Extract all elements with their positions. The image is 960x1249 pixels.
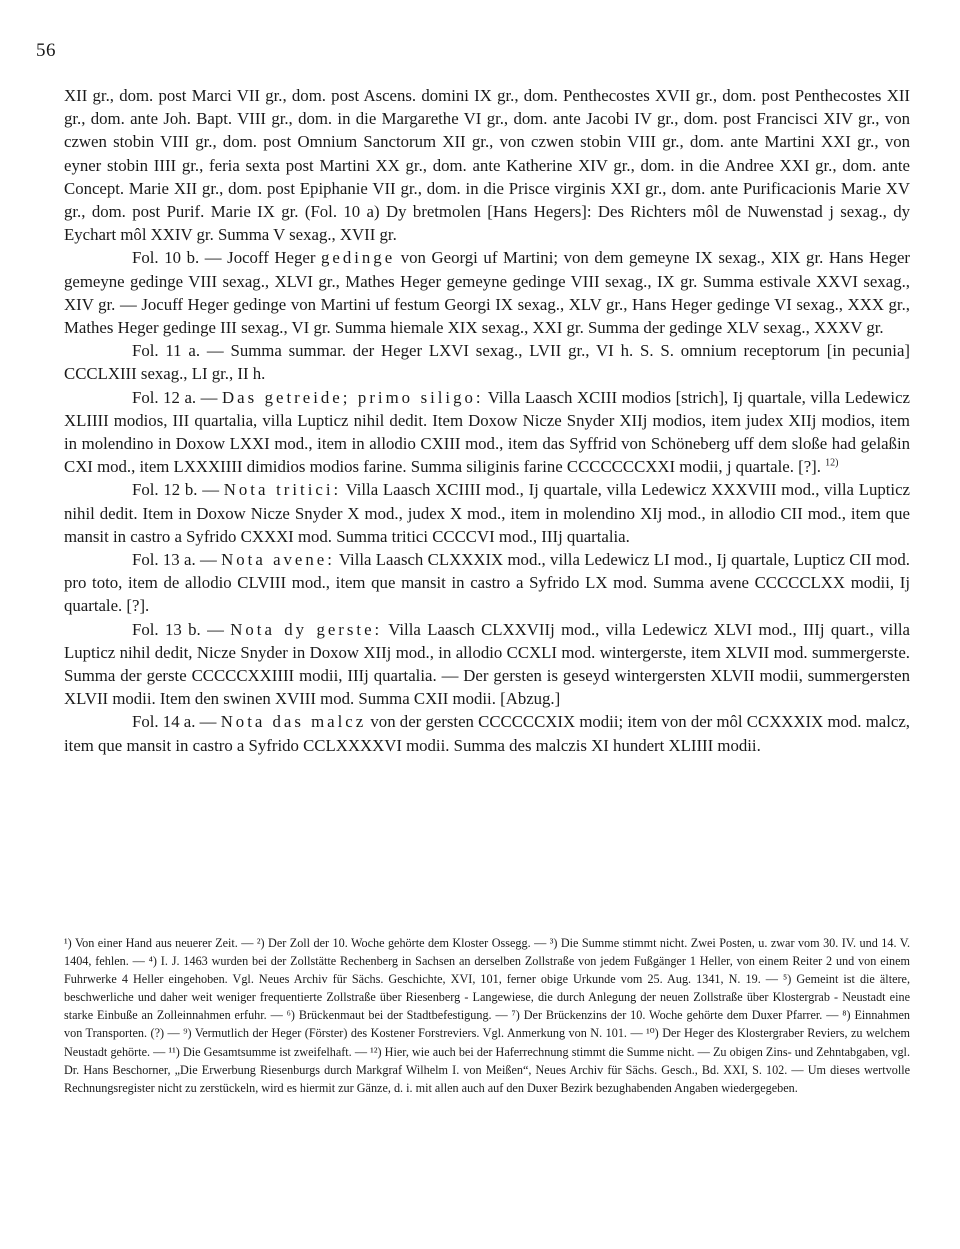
paragraph-5 <box>64 478 910 548</box>
paragraph-lead: Fol. 13 a. — <box>132 550 222 570</box>
paragraph-rest: Villa Laasch CLXXVIIj mod., villa Ledewicz XLVI mod., IIIj quart., villa Lupticz nihil dedit, Nicze Snyder in Doxow XIIj mod., in allodio CCXLI mod. wintergerste, item XLVII mod. summergerste. Summa der gerste CCCCCXXIIII modii, IIIj quartalia. — Der gersten is geseyd wintergersten XLVII modii, summergersten XLVII modii. Item den swinen XVIII mod. Summa CXII modii. [Abzug.] <box>64 619 910 709</box>
spaced-heading: Nota das malcz <box>220 712 367 732</box>
paragraph-2 <box>64 246 910 339</box>
spaced-heading: Nota tritici: <box>223 480 342 500</box>
paragraph-4 <box>64 386 910 479</box>
paragraph-lead: Fol. 13 b. — <box>132 619 231 639</box>
footnote-text: ¹) Von einer Hand aus neuerer Zeit. — ²) Der Zoll der 10. Woche gehörte dem Kloster Ossegg. — ³) Die Summe stimmt nicht. Zwei Posten, u. zwar vom 30. IV. und 14. V. 1404, fehlen. — ⁴) I. J. 1463 wurden bei der Zollstätte Rechenberg in Sachsen an derselben Zollstraße von jedem Fußgänger 1 Heller, von einem Reiter 2 und von einem Fuhrwerke 4 Heller eingehoben. Vgl. Neues Archiv für Sächs. Geschichte, XVI, 101, ferner obige Urkunde vom 25. Aug. 1341, N. 19. — ⁵) Gemeint ist die ältere, beschwerliche und daher weit weniger frequentierte Zollstraße über Riesenberg - Langewiese, die durch Anlegung der neuen Zollstraße über Klostergrab - Neustadt eine starke Einbuße an Zolleinnahmen erfuhr. — ⁶) Brückenmaut bei der Stadtbefestigung. — ⁷) Der Brückenzins der 10. Woche gehörte dem Duxer Pfarrer. — ⁸) Einnahmen von Transporten. (?) — ⁹) Vermutlich der Heger (Förster) des Kostener Forstreviers. Vgl. Anmerkung von N. 101. — ¹⁰) Der Heger des Klostergraber Reviers, zu welchem Neustadt gehörte. — ¹¹) Die Gesamtsumme ist zweifelhaft. — ¹²) Hier, wie auch bei der Haferrechnung stimmt die Summe nicht. — Zu obigen Zins- und Zehntabgaben, vgl. Dr. Hans Beschorner, „Die Erwerbung Riesenburgs durch Markgraf Wilhelm I. von Meißen“, Neues Archiv für Sächs. Gesch., Bd. XXI, S. 102. — Um dieses wertvolle Rechnungsregister nicht zu zerstückeln, wird es hiermit zur Gänze, d. i. mit allen auch auf den Duxer Bezirk bezughabenden Angaben wiedergegeben. <box>64 936 910 1095</box>
paragraph-rest: Villa Laasch XCIIII mod., Ij quartale, villa Ledewicz XXXVIII mod., villa Lupticz nihil dedit. Item in Doxow Nicze Snyder X mod., judex X mod., item in molendino XIj mod., in allodio CII mod., item que mansit in castro a Syfrido CXXXI mod. Summa tritici CCCCVI mod., IIIj quartalia. <box>64 480 910 546</box>
paragraph-lead: Fol. 12 b. — <box>132 480 224 500</box>
spaced-heading: gedinge <box>321 248 396 268</box>
main-text <box>64 84 910 757</box>
spaced-heading: Nota avene: <box>221 550 335 570</box>
footnote-ref-12: 12) <box>825 457 839 469</box>
paragraph-1: XII gr., dom. post Marci VII gr., dom. post Ascens. domini IX gr., dom. Penthecostes XVII gr., dom. post Penthecostes XII gr., dom. ante Joh. Bapt. VIII gr., dom. in die Margarethe VI gr., dom. ante Jacobi IV gr., dom. post Francisci XIV gr., von czwen stobin VIII gr., dom. post Omnium Sanctorum XII gr., von czwen stobin VIII gr., dom. ante Martini XXI gr., von eyner stobin IIII gr., feria sexta post Martini XX gr., dom. ante Katherine XIV gr., dom. in die Andree XXI gr., dom. ante Concept. Marie XII gr., dom. post Epiphanie VII gr., dom. in die Prisce virginis XXI gr., dom. ante Purificacionis Marie XV gr., dom. post Purif. Marie IX gr. (Fol. 10 a) Dy bretmolen [Hans Hegers]: Des Richters môl de Nuwenstad j sexag., dy Eychart môl XXIV gr. Summa V sexag., XVII gr. <box>64 86 910 245</box>
paragraph-rest: Villa Laasch XCIII modios [strich], Ij quartale, villa Ledewicz XLIIII modios, III quartalia, villa Lupticz nihil dedit. Item Doxow Nicze Snyder XIIj modios, item judex XIIj modios, item in molendino in Doxow LXXI mod., item in allodio CXIII mod., item das Syffrid von Schöneberg uff dem sloße had gelaßin CXI mod., item LXXXIIII dimidios modios farine. Summa siliginis farine CCCCCCCXXI modii, j quartale. [?]. <box>64 387 910 477</box>
paragraph-7 <box>64 618 910 711</box>
paragraph-lead: Fol. 12 a. — <box>132 387 223 407</box>
page-number: 56 <box>36 40 56 61</box>
spaced-heading: Nota dy gerste: <box>230 619 383 639</box>
footnotes <box>64 934 910 1097</box>
paragraph-8 <box>64 710 910 756</box>
spaced-heading: Das getreide; primo siligo: <box>222 387 484 407</box>
paragraph-rest: von der gersten CCCCCCXIX modii; item von der môl CCXXXIX mod. malcz, item que mansit in castro a Syfrido CCLXXXXVI modii. Summa des malczis XI hundert XLIIII modii. <box>64 712 910 755</box>
paragraph-lead: Fol. 10 b. — Jocoff Heger <box>132 248 322 268</box>
paragraph-6 <box>64 548 910 618</box>
paragraph-rest: von Georgi uf Martini; von dem gemeyne IX sexag., XIX gr. Hans Heger gemeyne gedinge VIII sexag., XLVI gr., Mathes Heger gemeyne gedinge VIII sexag., IX gr. Summa estivale XXVI sexag., XIV gr. — Jocuff Heger gedinge von Martini uf festum Georgi IX sexag., XLV gr., Hans Heger gedinge VI sexag., XXX gr., Mathes Heger gedinge III sexag., VI gr. Summa hiemale XIX sexag., XXI gr. Summa der gedinge XLV sexag., XXXV gr. <box>64 248 910 338</box>
paragraph-rest: Villa Laasch CLXXXIX mod., villa Ledewicz LI mod., Ij quartale, Lupticz CII mod. pro toto, item de allodio CLVIII mod., item que mansit in castro a Syfrido LX mod. Summa avene CCCCCLXX modii, Ij quartale. [?]. <box>64 550 910 616</box>
paragraph-3: Fol. 11 a. — Summa summar. der Heger LXVI sexag., LVII gr., VI h. S. S. omnium receptorum [in pecunia] CCCLXIII sexag., LI gr., II h. <box>64 341 910 384</box>
paragraph-lead: Fol. 14 a. — <box>132 712 221 732</box>
